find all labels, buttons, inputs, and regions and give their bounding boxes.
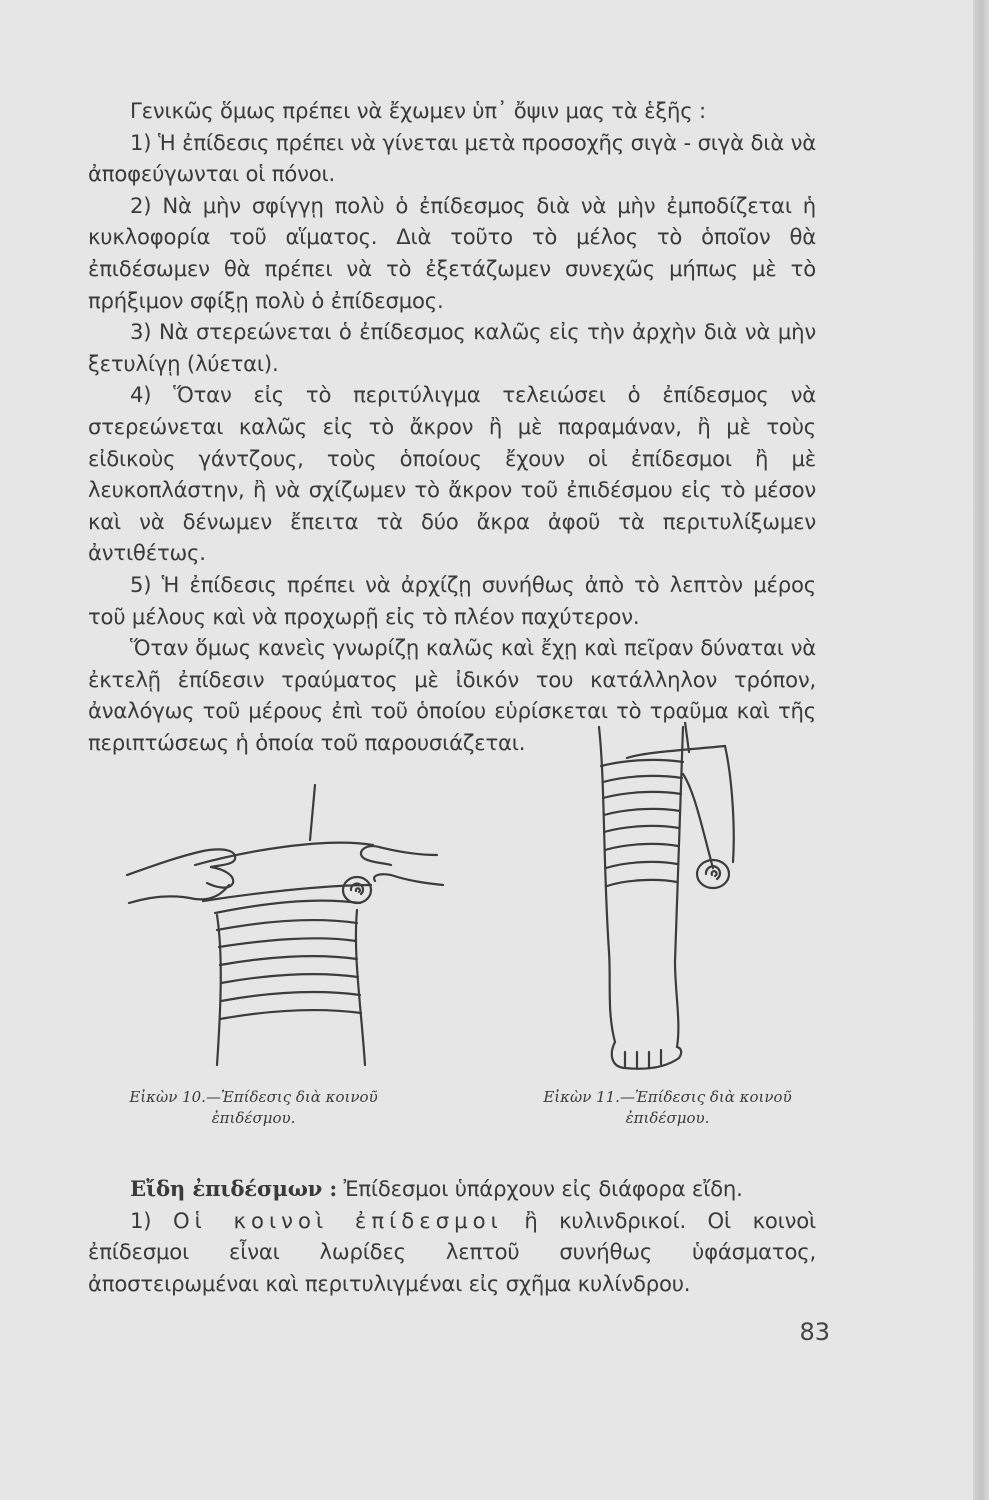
- figure-11: [585, 722, 760, 1077]
- paragraph-rule-2: 2) Νὰ μὴν σφίγγῃ πολὺ ὁ ἐπίδεσμος διὰ νὰ μὴν ἐμποδίζεται ἡ κυκλοφορία τοῦ αἵματος. Διὰ τοῦτο τὸ μέλος τὸ ὁποῖον θὰ ἐπιδέσωμεν θὰ πρέπει νὰ τὸ ἐξετάζωμεν συνεχῶς μήπως μὲ τὸ πρήξιμον σφίξῃ πολὺ ὁ ἐπίδεσμος.: [88, 192, 816, 313]
- paragraph-intro: Γενικῶς ὅμως πρέπει νὰ ἔχωμεν ὑπ᾿ ὄψιν μας τὰ ἑξῆς :: [130, 98, 706, 123]
- paragraph-rule-5: 5) Ἡ ἐπίδεσις πρέπει νὰ ἀρχίζῃ συνήθως ἀπὸ τὸ λεπτὸν μέρος τοῦ μέλους καὶ νὰ προχωρῇ εἰς τὸ πλέον παχύτερον.: [88, 571, 816, 629]
- figure-10-caption-line1: Εἰκὼν 10.—Ἐπίδεσις διὰ κοινοῦ: [129, 1088, 378, 1106]
- section-heading: Εἴδη ἐπιδέσμων :: [130, 1176, 337, 1201]
- paragraph-rule-1: 1) Ἡ ἐπίδεσις πρέπει νὰ γίνεται μετὰ προσοχῆς σιγὰ - σιγὰ διὰ νὰ ἀποφεύγωνται οἱ πόνοι.: [88, 129, 816, 187]
- figure-11-caption-line2: ἐπιδέσμου.: [625, 1109, 710, 1127]
- section-intro-line: [88, 1173, 816, 1205]
- item-number: 1): [130, 1207, 152, 1233]
- figure-11-caption: [500, 1087, 835, 1129]
- body-text: [88, 95, 816, 758]
- item-text: ἢ κυλινδρικοί. Οἱ κοινοὶ ἐπίδεσμοι εἶναι λωρίδες λεπτοῦ συνήθως ὑφάσματος, ἀποστειρωμέναι καὶ περιτυλιγμέναι εἰς σχῆμα κυλίνδρου.: [88, 1207, 816, 1296]
- page-edge: [973, 0, 989, 1500]
- paragraph-rule-4: 4) Ὅταν εἰς τὸ περιτύλιγμα τελειώσει ὁ ἐπίδεσμος νὰ στερεώνεται καλῶς εἰς τὸ ἄκρον ἢ μὲ παραμάναν, ἢ μὲ τοὺς εἰδικοὺς γάντζους, τοὺς ὁποίους ἔχουν οἱ ἐπίδεσμοι ἢ μὲ λευκοπλάστην, ἢ νὰ σχίζωμεν τὸ ἄκρον τοῦ ἐπιδέσμου εἰς τὸ μέσον καὶ νὰ δένωμεν ἔπειτα τὰ δύο ἄκρα ἀφοῦ τὰ περιτυλίξωμεν ἀντιθέτως.: [88, 382, 816, 566]
- paragraph-closing: Ὅταν ὅμως κανεὶς γνωρίζῃ καλῶς καὶ ἔχῃ καὶ πεῖραν δύναται νὰ ἐκτελῇ ἐπίδεσιν τραύματος μὲ ἰδικόν του κατάλληλον τρόπον, ἀναλόγως τοῦ μέρους ἐπὶ τοῦ ὁποίου εὑρίσκεται τὸ τραῦμα καὶ τῆς περιπτώσεως ἡ ὁποία τοῦ παρουσιάζεται.: [88, 635, 816, 755]
- item-term: Οἱ κοινοὶ ἐπίδεσμοι: [172, 1207, 503, 1233]
- paragraph-rule-3: 3) Νὰ στερεώνεται ὁ ἐπίδεσμος καλῶς εἰς τὴν ἀρχὴν διὰ νὰ μὴν ξετυλίγῃ (λύεται).: [88, 319, 816, 376]
- figure-10-caption-line2: ἐπιδέσμου.: [211, 1109, 296, 1127]
- section-item-1: [88, 1205, 816, 1300]
- page-number: 83: [799, 1318, 830, 1346]
- figure-11-caption-line1: Εἰκὼν 11.—Ἐπίδεσις διὰ κοινοῦ: [543, 1088, 792, 1106]
- figure-10-illustration: [125, 725, 445, 1070]
- figure-10-caption: [86, 1087, 421, 1129]
- section-intro: Ἐπίδεσμοι ὑπάρχουν εἰς διάφορα εἴδη.: [343, 1176, 743, 1201]
- bandage-types-section: [88, 1173, 816, 1299]
- figure-10: [125, 725, 445, 1070]
- figure-11-illustration: [585, 722, 760, 1077]
